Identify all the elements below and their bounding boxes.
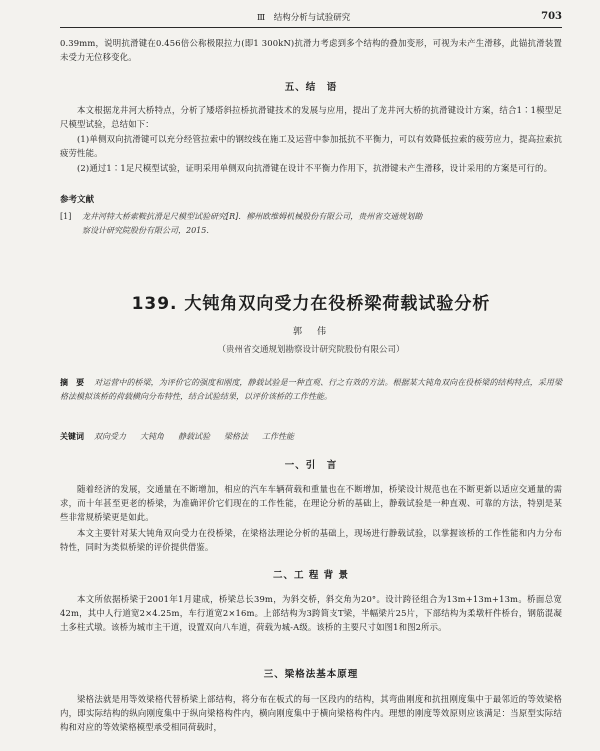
background-heading: 二、工 程 背 景: [273, 570, 349, 581]
method-heading: 三、梁格法基本原理: [263, 669, 359, 680]
introduction-heading: 一、引 言: [284, 460, 338, 471]
reference-number: [1]: [60, 212, 72, 221]
article-affiliation: （贵州省交通规划勘察设计研究院股份有限公司）: [217, 345, 405, 355]
conclusion-paragraph-3: (2)通过1∶1足尺模型试验，证明采用单侧双向抗滑键在设计不平衡力作用下，抗滑键未产生滑移，设计采用的方案是可行的。: [77, 163, 553, 173]
conclusion-paragraph-1: 本文根据龙井河大桥特点，分析了矮塔斜拉桥抗滑键技术的发展与应用，提出了龙井河大桥的抗滑键设计方案，结合1∶1模型足尺模型试验，总结如下：: [60, 105, 562, 129]
references-heading: 参考文献: [60, 195, 95, 205]
prev-article-continued-paragraph: 0.39mm，说明抗滑键在0.456倍公称极限拉力(即1 300kN)抗滑力考虑到多个结构的叠加变形，可视为未产生滑移，此锚抗滑装置未受力无位移变化。: [60, 38, 562, 62]
keyword: 双向受力: [94, 432, 126, 441]
method-paragraph: 梁格法就是用等效梁格代替桥梁上部结构，将分布在板式的每一区段内的结构，其弯曲刚度和抗扭刚度集中于最邻近的等效梁格内，即实际结构的纵向刚度集中于纵向梁格构件内，横向刚度集中于横向梁格构件内。理想的刚度等效原则应该满足：当原型实际结构和对应的等效梁格模型承受相同荷载时，: [60, 694, 562, 732]
keywords-label: 关键词: [60, 432, 84, 441]
page-number: 703: [541, 11, 562, 22]
keyword: 静载试验: [178, 432, 210, 441]
conclusion-heading: 五、结 语: [284, 82, 338, 93]
abstract-text: 对运营中的桥梁，为评价它的强度和刚度，静载试验是一种直观、行之有效的方法。根据某大钝角双向在役桥梁的结构特点，采用梁格法模拟该桥的荷载横向分布特性，结合试验结果，以评价该桥的工作性能。: [60, 378, 562, 401]
abstract: [60, 376, 562, 404]
reference-line-2: 察设计研究院股份有限公司，2015.: [82, 225, 209, 235]
keyword: 工作性能: [262, 432, 294, 441]
running-head-section: Ⅲ 结构分析与试验研究: [257, 13, 351, 23]
abstract-label: 摘 要: [60, 378, 85, 387]
article-author: 郭 伟: [292, 327, 329, 337]
reference-line-1: 龙井河特大桥索鞍抗滑足尺模型试验研究[R]．柳州欧维姆机械股份有限公司，贵州省交通规划勘: [82, 212, 423, 221]
article-title: 139. 大钝角双向受力在役桥梁荷载试验分析: [131, 294, 491, 314]
keyword: 大钝角: [140, 432, 164, 441]
reference-1: [60, 210, 562, 237]
introduction-paragraph-1: 随着经济的发展，交通量在不断增加，相应的汽车车辆荷载和重量也在不断增加，桥梁设计规范也在不断更新以适应交通量的需求，而十年甚至更老的桥梁，为准确评价它们现在的工作性能，在理论分析的基础上，静载试验是一种直观、可靠的方法，特别是某些非常规桥梁更是如此。: [60, 484, 562, 522]
background-paragraph: 本文所依据桥梁于2001年1月建成，桥梁总长39m，为斜交桥，斜交角为20°。设计跨径组合为13m+13m+13m。桥面总宽42m，其中人行道宽2×4.25m，车行道宽2×16m。上部结构为3跨简支T梁，半幅梁片25片，下部结构为柔墩杆件桥台，钢筋混凝土多柱式墩。该桥为城市主干道，设置双向八车道，荷载为城-A级。该桥的主要尺寸如图1和图2所示。: [60, 594, 562, 632]
conclusion-paragraph-2: (1)单侧双向抗滑键可以充分经管拉索中的钢绞线在施工及运营中参加抵抗不平衡力，可以有效降低拉索的疲劳应力，提高拉索抗疲劳性能。: [60, 134, 562, 158]
running-head: [60, 11, 562, 28]
keyword: 梁格法: [224, 432, 248, 441]
introduction-paragraph-2: 本文主要针对某大钝角双向受力在役桥梁，在梁格法理论分析的基础上，现场进行静载试验，以掌握该桥的工作性能和内力分布特性，同时为类似桥梁的评价提供借鉴。: [60, 528, 562, 552]
keywords: [60, 430, 562, 444]
